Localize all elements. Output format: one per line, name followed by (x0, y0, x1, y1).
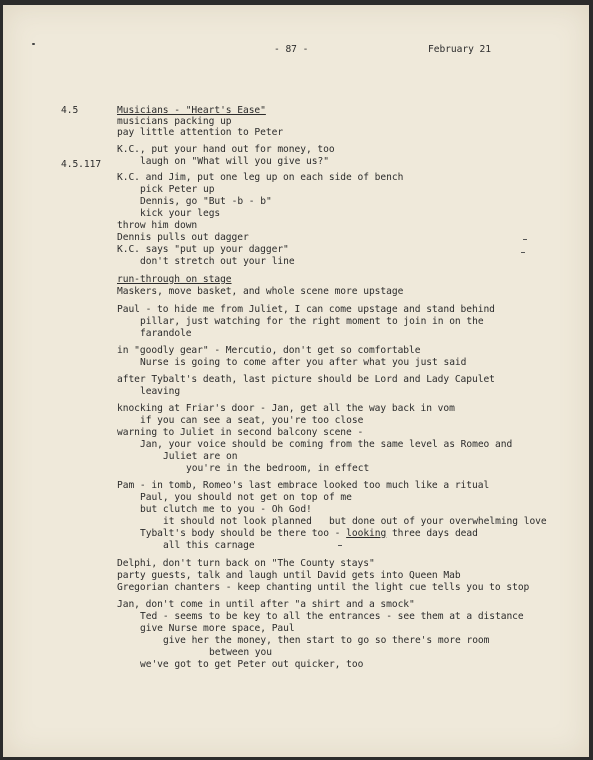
text-line: pillar, just watching for the right moment to join in on the (140, 316, 484, 327)
text-line: Delphi, don't turn back on "The County stays" (117, 558, 375, 569)
text-line: don't stretch out your line (140, 256, 295, 267)
text-line: if you can see a seat, you're too close (140, 415, 364, 426)
text-line: Maskers, move basket, and whole scene more upstage (117, 286, 404, 297)
text-line: Jan, don't come in until after "a shirt and a smock" (117, 599, 415, 610)
text-line: Pam - in tomb, Romeo's last embrace looked too much like a ritual (117, 480, 490, 491)
text-line: warning to Juliet in second balcony scene - (117, 427, 364, 438)
text-line: between you (209, 647, 272, 658)
text-line: give Nurse more space, Paul (140, 623, 295, 634)
text-line: musicians packing up (117, 116, 232, 127)
text-line: party guests, talk and laugh until David gets into Queen Mab (117, 570, 461, 581)
text-line: leaving (140, 386, 181, 397)
text-line: pick Peter up (140, 184, 215, 195)
text-line: all this carnage (163, 540, 255, 551)
scene-heading: Musicians - "Heart's Ease" (117, 105, 266, 116)
text-line: laugh on "What will you give us?" (140, 156, 329, 167)
text-line: Nurse is going to come after you after what you just said (140, 357, 467, 368)
text-line: we've got to get Peter out quicker, too (140, 659, 364, 670)
text-line: pay little attention to Peter (117, 127, 284, 138)
margin-label: 4.5 (61, 105, 79, 116)
text-line: in "goodly gear" - Mercutio, don't get so comfortable (117, 345, 421, 356)
text-line: Paul - to hide me from Juliet, I can come upstage and stand behind (117, 304, 495, 315)
typed-page (3, 5, 589, 757)
underlined-word: looking (346, 528, 387, 539)
text-line: give her the money, then start to go so there's more room (163, 635, 490, 646)
text-line: Juliet are on (163, 451, 238, 462)
text-line: K.C., put your hand out for money, too (117, 144, 335, 155)
text-line: Gregorian chanters - keep chanting until the light cue tells you to stop (117, 582, 530, 593)
text-line: kick your legs (140, 208, 221, 219)
text-line: Paul, you should not get on top of me (140, 492, 352, 503)
margin-mark (521, 252, 525, 253)
text-line: K.C. and Jim, put one leg up on each side of bench (117, 172, 404, 183)
section-heading: run-through on stage (117, 274, 232, 285)
text-line: K.C. says "put up your dagger" (117, 244, 289, 255)
text-line: Dennis pulls out dagger (117, 232, 249, 243)
margin-mark (523, 239, 527, 240)
margin-label: 4.5.117 (61, 159, 102, 170)
text-line: you're in the bedroom, in effect (186, 463, 370, 474)
text-line: it should not look planned but done out of your overwhelming love (163, 516, 547, 527)
margin-mark (338, 545, 342, 546)
text-span: Tybalt's body should be there too - (140, 528, 347, 539)
text-line (140, 528, 478, 539)
text-line: throw him down (117, 220, 198, 231)
text-line: farandole (140, 328, 192, 339)
text-line: after Tybalt's death, last picture should be Lord and Lady Capulet (117, 374, 495, 385)
text-line: Ted - seems to be key to all the entrances - see them at a distance (140, 611, 524, 622)
text-span: three days dead (386, 528, 478, 539)
page-date: February 21 (428, 44, 491, 55)
text-line: but clutch me to you - Oh God! (140, 504, 312, 515)
text-line: Dennis, go "But -b - b" (140, 196, 272, 207)
ink-speck (32, 43, 35, 45)
page-number: - 87 - (274, 44, 309, 55)
text-line: Jan, your voice should be coming from the same level as Romeo and (140, 439, 513, 450)
text-line: knocking at Friar's door - Jan, get all the way back in vom (117, 403, 455, 414)
